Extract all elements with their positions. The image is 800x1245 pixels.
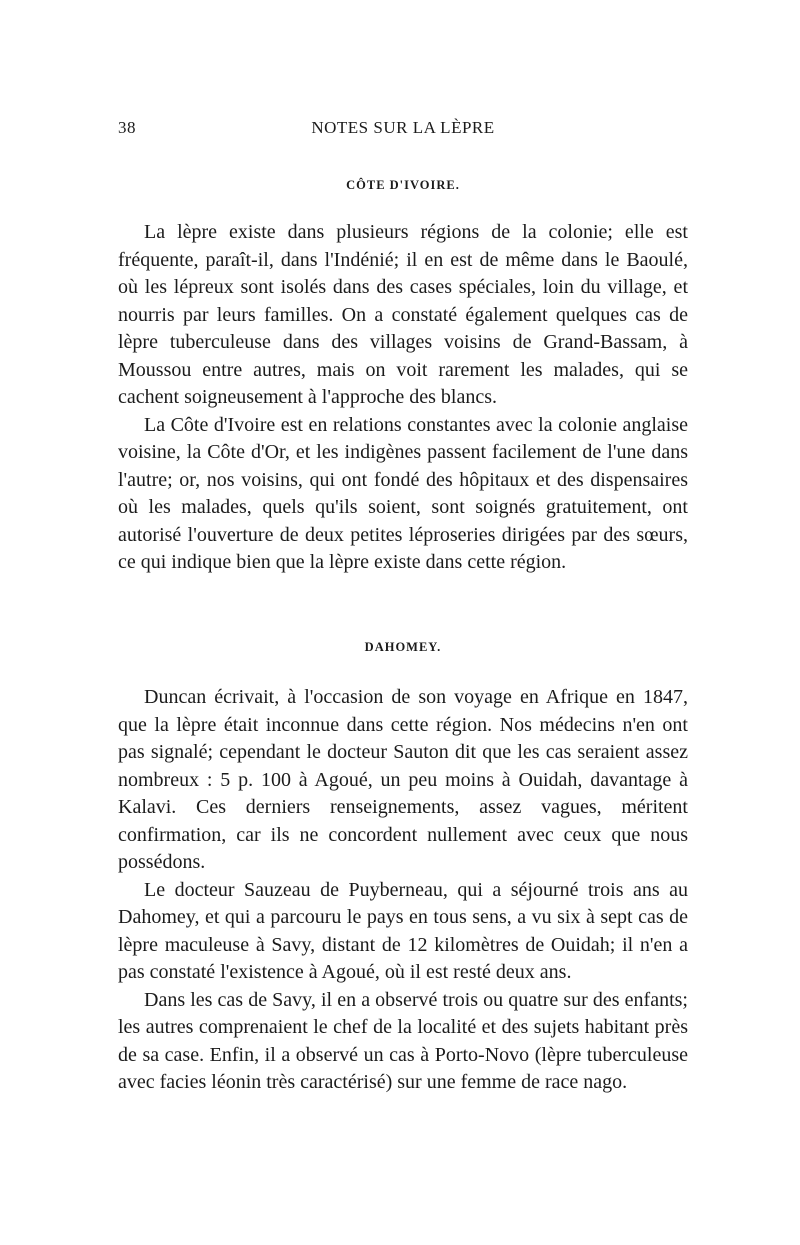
paragraph: Duncan écrivait, à l'occasion de son voyage en Afrique en 1847, que la lèpre était inconnue dans cette région. Nos médecins n'en ont pas signalé; cependant le docteur Sauton dit que les cas seraient assez nombreux : 5 p. 100 à Agoué, un peu moins à Ouidah, davantage à Kalavi. Ces derniers renseignements, assez vagues, méritent confirmation, car ils ne concordent nullement avec ceux que nous possédons.	[118, 686, 688, 873]
paragraph: Le docteur Sauzeau de Puyberneau, qui a séjourné trois ans au Dahomey, et qui a parcouru le pays en tous sens, a vu six à sept cas de lèpre maculeuse à Savy, distant de 12 kilomètres de Ouidah; il n'en a pas constaté l'existence à Agoué, où il est resté deux ans.	[118, 878, 688, 983]
running-head	[118, 118, 688, 142]
paragraph: La lèpre existe dans plusieurs régions de la colonie; elle est fréquente, paraît-il, dans l'Indénié; il en est de même dans le Baoulé, où les lépreux sont isolés dans des cases spéciales, loin du village, et nourris par leurs familles. On a constaté également quelques cas de lèpre tuberculeuse dans des villages voisins de Grand-Bassam, à Moussou entre autres, mais on voit rarement les malades, qui se cachent soigneusement à l'approche des blancs.	[118, 221, 688, 408]
section-dahomey	[118, 640, 688, 1097]
section-heading: CÔTE D'IVOIRE.	[346, 178, 460, 192]
section-cote-d-ivoire	[118, 178, 688, 577]
paragraph: Dans les cas de Savy, il en a observé trois ou quatre sur des enfants; les autres comprenaient le chef de la localité et des sujets habitant près de sa case. Enfin, il a observé un cas à Porto-Novo (lèpre tuberculeuse avec facies léonin très caractérisé) sur une femme de race nago.	[118, 988, 688, 1093]
section-heading: DAHOMEY.	[364, 640, 442, 654]
paragraph: La Côte d'Ivoire est en relations constantes avec la colonie anglaise voisine, la Côte d'Or, et les indigènes passent facilement de l'une dans l'autre; or, nos voisins, qui ont fondé des hôpitaux et des dispensaires où les malades, quels qu'ils soient, sont soignés gratuitement, ont autorisé l'ouverture de deux petites léproseries dirigées par des sœurs, ce qui indique bien que la lèpre existe dans cette région.	[118, 413, 688, 573]
running-title: NOTES SUR LA LÈPRE	[311, 118, 495, 137]
page-number: 38	[118, 118, 136, 137]
